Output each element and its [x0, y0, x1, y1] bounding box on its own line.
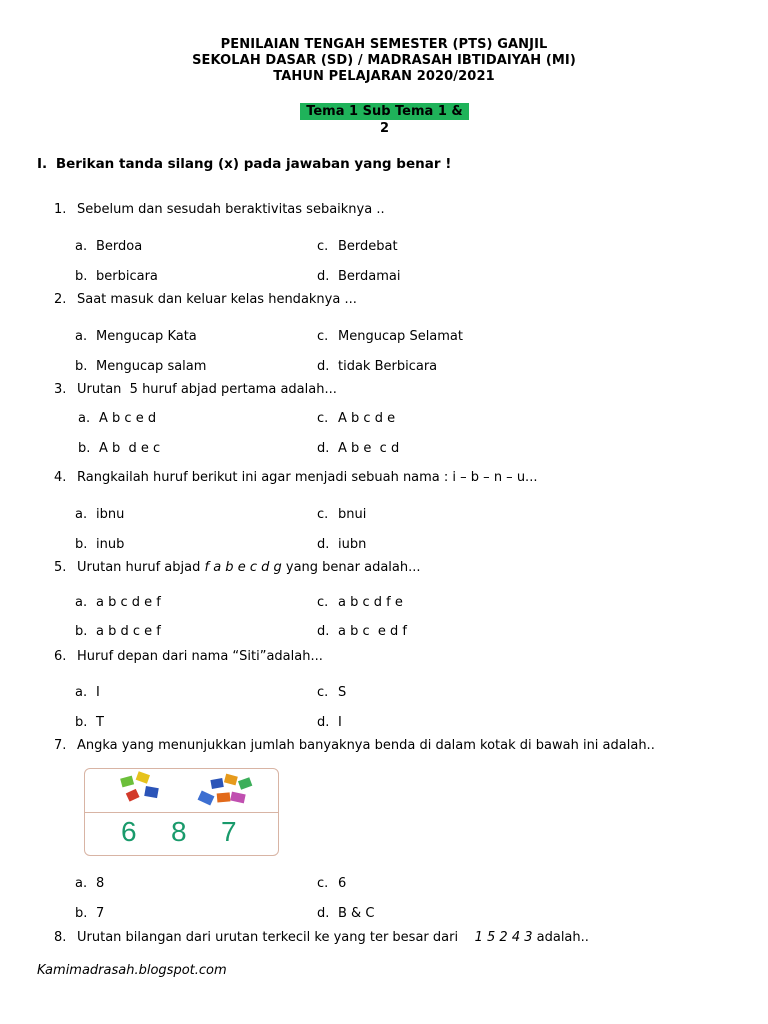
sharpener-illustration: [85, 769, 277, 811]
option-4c[interactable]: c. bnui: [317, 507, 367, 522]
option-3b[interactable]: b. A b d e c: [78, 441, 161, 456]
section-text: Berikan tanda silang (x) pada jawaban yang benar !: [55, 156, 452, 172]
option-4b[interactable]: b. inub: [75, 537, 125, 552]
question-8: 8. Urutan bilangan dari urutan terkecil ke yang ter besar dari 1 5 2 4 3 adalah..: [54, 930, 589, 945]
section-instruction: [37, 156, 451, 172]
box-number: 8: [171, 816, 187, 847]
option-2b[interactable]: b. Mengucap salam: [75, 359, 207, 374]
option-6a[interactable]: a. I: [75, 685, 100, 700]
option-1b[interactable]: b. berbicara: [75, 269, 158, 284]
option-3a[interactable]: a. A b c e d: [78, 411, 157, 426]
option-4d[interactable]: d. iubn: [317, 537, 367, 552]
box-number: 7: [221, 816, 237, 847]
option-5b[interactable]: b. a b d c e f: [75, 624, 161, 639]
header-school: SEKOLAH DASAR (SD) / MADRASAH IBTIDAIYAH (MI): [192, 53, 576, 68]
option-7c[interactable]: c. 6: [317, 876, 347, 891]
sharpener-icon: [120, 771, 252, 805]
theme-badge: Tema 1 Sub Tema 1 & 2: [300, 103, 469, 120]
option-5a[interactable]: a. a b c d e f: [75, 595, 161, 610]
question-7: 7. Angka yang menunjukkan jumlah banyaknya benda di dalam kotak di bawah ini adalah..: [54, 738, 655, 753]
option-5d[interactable]: d. a b c e d f: [317, 624, 407, 639]
question-5: 5. Urutan huruf abjad f a b e c d g yang benar adalah...: [54, 560, 421, 575]
question-1: 1. Sebelum dan sesudah beraktivitas sebaiknya ..: [54, 202, 385, 217]
box-number: 6: [121, 816, 137, 847]
header-title: PENILAIAN TENGAH SEMESTER (PTS) GANJIL: [220, 37, 548, 52]
question-2: 2. Saat masuk dan keluar kelas hendaknya ...: [54, 292, 357, 307]
option-1d[interactable]: d. Berdamai: [317, 269, 401, 284]
question-6: 6. Huruf depan dari nama “Siti”adalah...: [54, 649, 323, 664]
option-6b[interactable]: b. T: [75, 715, 104, 730]
option-2a[interactable]: a. Mengucap Kata: [75, 329, 197, 344]
footer-source: Kamimadrasah.blogspot.com: [37, 963, 227, 978]
box-divider: [85, 812, 278, 813]
option-7b[interactable]: b. 7: [75, 906, 105, 921]
option-3d[interactable]: d. A b e c d: [317, 441, 400, 456]
header-year: TAHUN PELAJARAN 2020/2021: [273, 69, 495, 84]
option-3c[interactable]: c. A b c d e: [317, 411, 396, 426]
option-7a[interactable]: a. 8: [75, 876, 105, 891]
counting-box: [84, 768, 279, 856]
question-4: 4. Rangkailah huruf berikut ini agar menjadi sebuah nama : i – b – n – u...: [54, 470, 538, 485]
option-1c[interactable]: c. Berdebat: [317, 239, 398, 254]
option-6c[interactable]: c. S: [317, 685, 347, 700]
option-2c[interactable]: c. Mengucap Selamat: [317, 329, 463, 344]
option-1a[interactable]: a. Berdoa: [75, 239, 143, 254]
section-number: I.: [37, 156, 48, 172]
question-3: 3. Urutan 5 huruf abjad pertama adalah...: [54, 382, 337, 397]
option-6d[interactable]: d. I: [317, 715, 342, 730]
option-5c[interactable]: c. a b c d f e: [317, 595, 403, 610]
option-7d[interactable]: d. B & C: [317, 906, 375, 921]
option-4a[interactable]: a. ibnu: [75, 507, 125, 522]
option-2d[interactable]: d. tidak Berbicara: [317, 359, 438, 374]
